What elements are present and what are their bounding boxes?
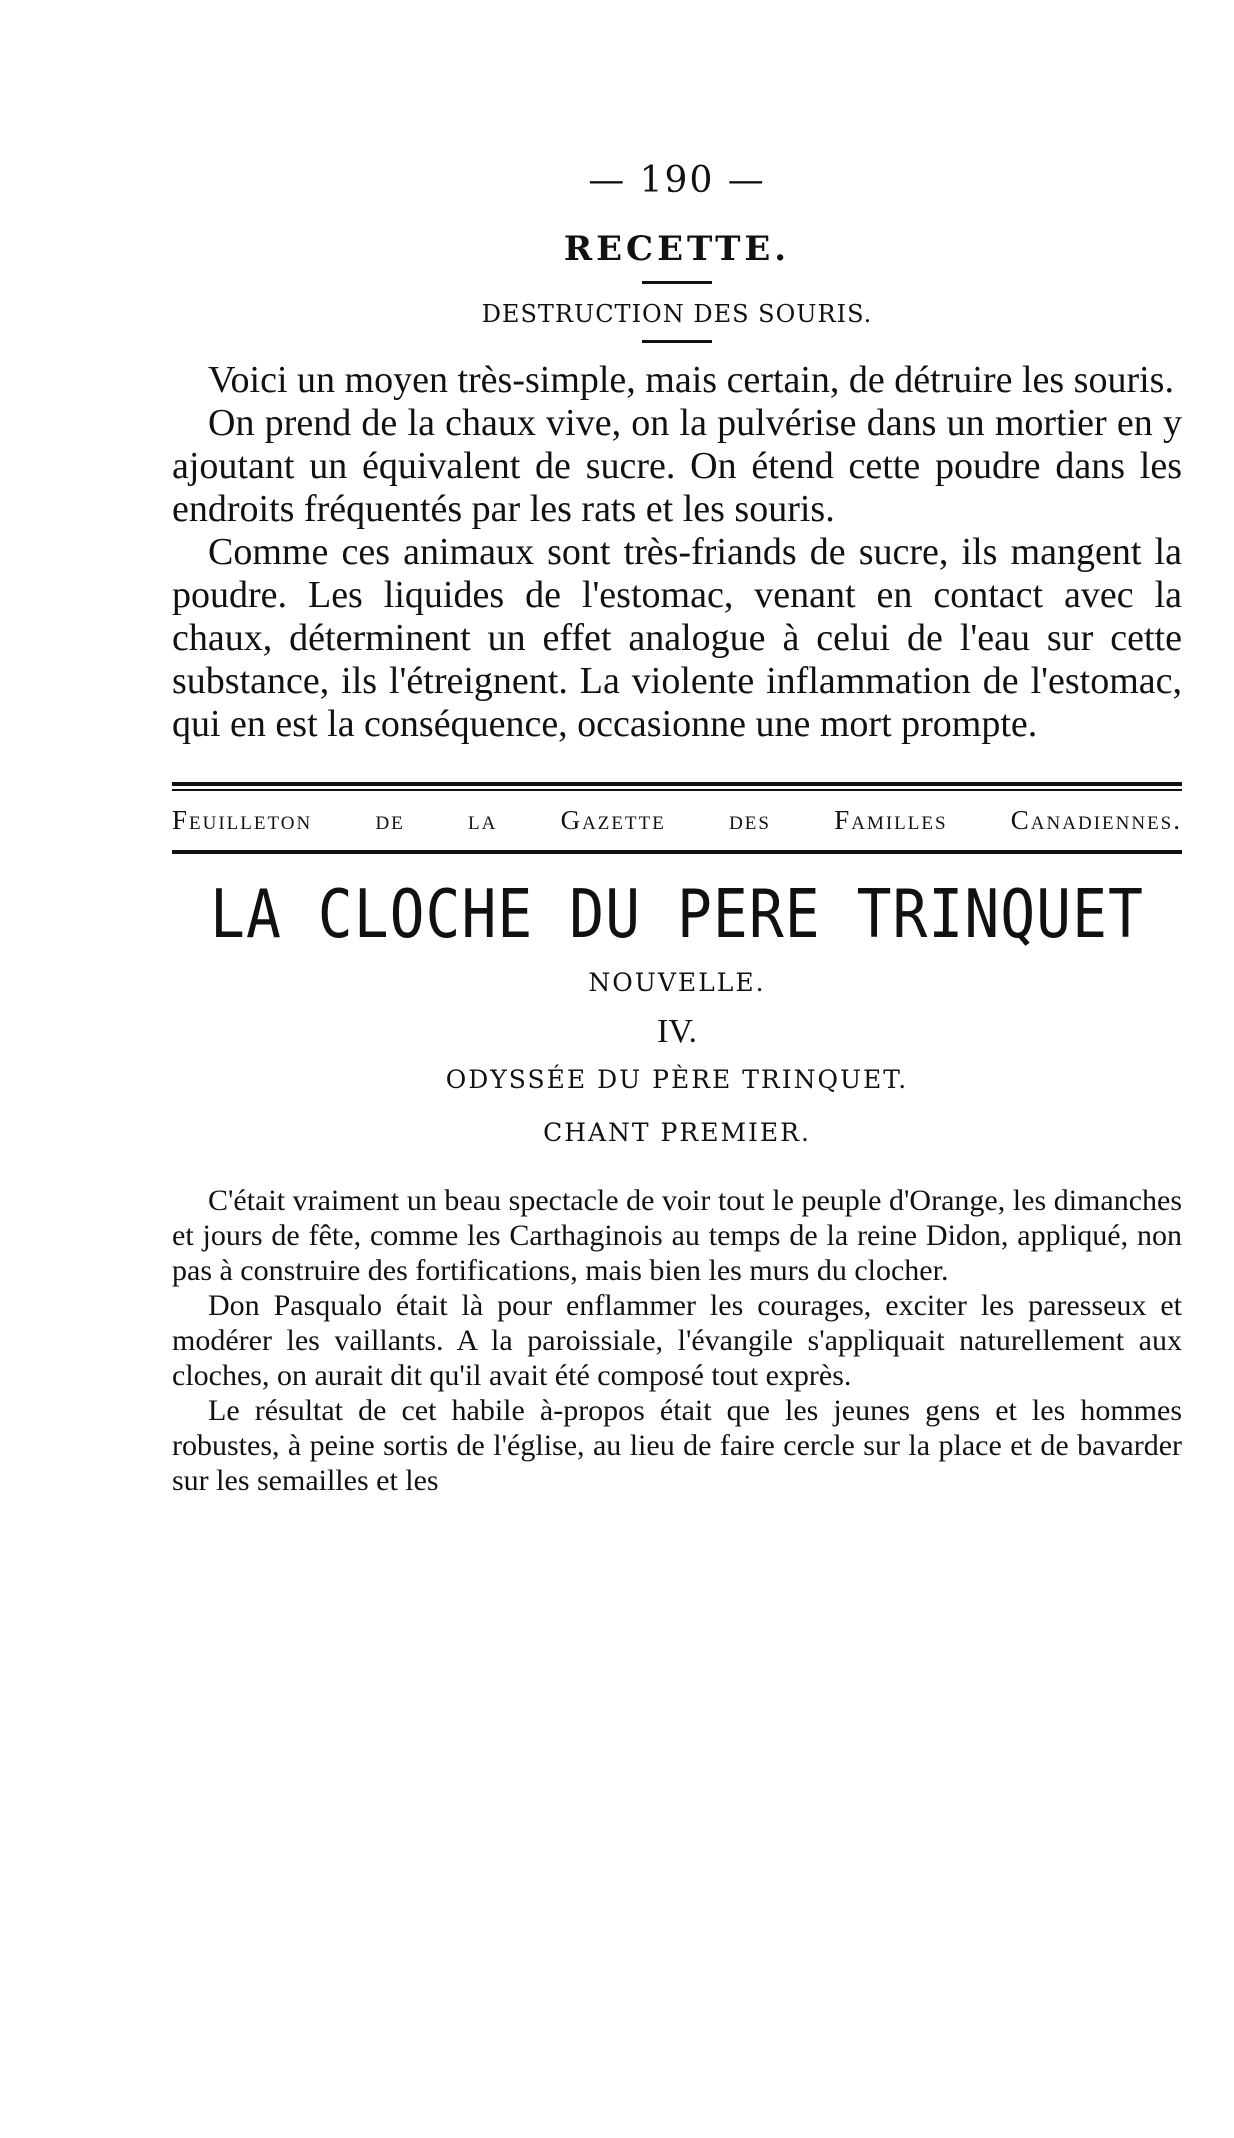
story-body — [172, 1183, 1182, 1498]
feuilleton-header: Feuilleton de la Gazette des Familles Canadiennes. — [172, 805, 1182, 835]
story-paragraph: Le résultat de cet habile à-propos était que les jeunes gens et les hommes robustes, à peine sortis de l'église, au lieu de faire cercle sur la place et de bavarder sur les semailles et les — [172, 1394, 1182, 1497]
recipe-title: RECETTE. — [563, 229, 791, 269]
chapter-title: ODYSSÉE DU PÈRE TRINQUET. — [445, 1065, 909, 1094]
story-paragraph: C'était vraiment un beau spectacle de voir tout le peuple d'Orange, les dimanches et jours de fête, comme les Carthaginois au temps de la reine Didon, appliqué, non pas à construire des fortifications, mais bien les murs du clocher. — [172, 1184, 1182, 1287]
story-title: LA CLOCHE DU PERE TRINQUET — [210, 874, 1144, 954]
recipe-paragraph: Voici un moyen très-simple, mais certain, de détruire les souris. — [208, 359, 1174, 401]
page-number: — 190 — — [588, 160, 766, 201]
recipe-paragraph: On prend de la chaux vive, on la pulvérise dans un mortier en y ajoutant un équivalent de sucre. On étend cette poudre dans les endroits fréquentés par les rats et les souris. — [172, 402, 1182, 530]
header-divider — [172, 850, 1182, 854]
recipe-paragraph: Comme ces animaux sont très-friands de sucre, ils mangent la poudre. Les liquides de l'estomac, venant en contact avec la chaux, déterminent un effet analogue à celui de l'eau sur cette substance, ils l'étreignent. La violente inflammation de l'estomac, qui en est la conséquence, occasionne une mort prompte. — [172, 531, 1182, 745]
section-divider-thin — [172, 789, 1182, 791]
recipe-subtitle: DESTRUCTION DES SOURIS. — [481, 300, 873, 328]
recipe-body — [172, 359, 1182, 746]
title-rule — [642, 281, 712, 284]
chapter-number: IV. — [657, 1013, 697, 1050]
story-paragraph: Don Pasqualo était là pour enflammer les courages, exciter les paresseux et modérer les vaillants. A la paroissiale, l'évangile s'appliquait naturellement aux cloches, on aurait dit qu'il avait été composé tout exprès. — [172, 1289, 1182, 1392]
section-divider-thick — [172, 782, 1182, 786]
document-page — [172, 160, 1182, 1498]
story-genre: NOUVELLE. — [588, 968, 766, 997]
chant-title: CHANT PREMIER. — [543, 1118, 811, 1147]
subtitle-rule — [642, 340, 712, 343]
